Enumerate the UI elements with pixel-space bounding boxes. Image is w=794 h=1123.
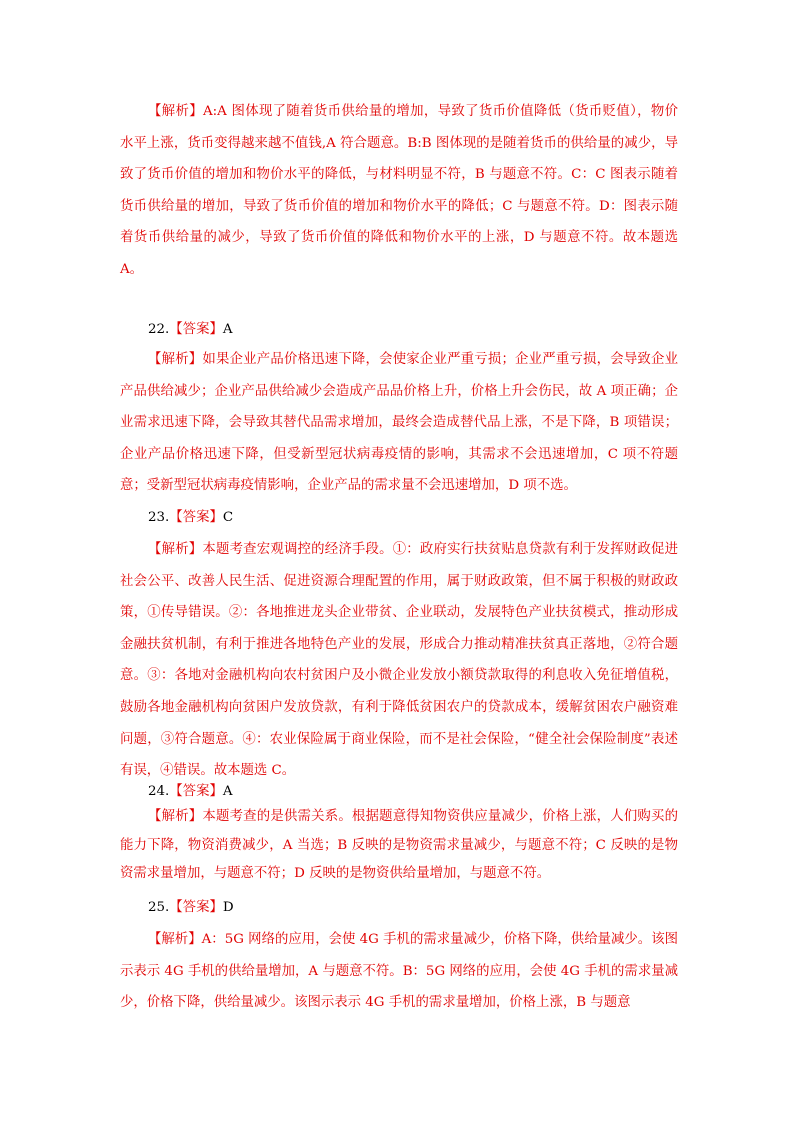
analysis-paragraph-22: 【解析】如果企业产品价格迅速下降，会使家企业严重亏损；企业严重亏损，会导致企业产品供给减少；企业产品供给减少会造成产品品价格上升，价格上升会伤民，故 A 项正确；企业需求迅速下降，会导致其替代品需求增加，最终会造成替代品上涨，不是下降，B 项错误；企业产品价格迅速下降，但受新型冠状病毒疫情的影响，其需求不会迅速增加，C 项不符题意；受新型冠状病毒疫情影响，企业产品的需求量不会迅速增加，D 项不选。 [120, 352, 678, 494]
analysis-paragraph-21: 【解析】A:A 图体现了随着货币供给量的增加，导致了货币价值降低（货币贬值），物价水平上涨，货币变得越来越不值钱,A 符合题意。B:B 图体现的是随着货币的供给量的减少，导致了货币价值的增加和物价水平的降低，与材料明显不符，B 与题意不符。C：C 图表示随着货币供给量的增加，导致了货币价值的增加和物价水平的降低；C 与题意不符。D：图表示随着货币供给量的减少，导致了货币价值的降低和物价水平的上涨，D 与题意不符。故本题选 A。 [120, 104, 678, 277]
answer-label: 【答案】 [169, 784, 223, 799]
question-number: 25. [148, 900, 170, 915]
analysis-paragraph-23: 【解析】本题考查宏观调控的经济手段。①：政府实行扶贫贴息贷款有利于发挥财政促进社会公平、改善人民生活、促进资源合理配置的作用，属于财政政策，但不属于积极的财政政策，①传导错误。②：各地推进龙头企业带贫、企业联动，发展特色产业扶贫模式，推动形成金融扶贫机制，有利于推进各地特色产业的发展，形成合力推动精准扶贫真正落地，②符合题意。③：各地对金融机构向农村贫困户及小微企业发放小额贷款取得的利息收入免征增值税，鼓励各地金融机构向贫困户发放贷款，有利于降低贫困农户的贷款成本，缓解贫困农户融资难问题，③符合题意。④：农业保险属于商业保险，而不是社会保险，“健全社会保险制度”表述有误，④错误。故本题选 C。 [120, 542, 678, 779]
answer-value: C [222, 510, 234, 525]
answer-value: A [222, 322, 233, 337]
answer-line-22 [148, 318, 233, 342]
analysis-paragraph-25: 【解析】A：5G 网络的应用，会使 4G 手机的需求量减少，价格下降，供给量减少。该图示表示 4G 手机的供给量增加，A 与题意不符。B：5G 网络的应用，会使 4G 手机的需求量减少，价格下降，供给量减少。该图示表示 4G 手机的需求量增加，价格上涨，B 与题意 [120, 932, 678, 1011]
answer-line-24 [148, 780, 233, 804]
answer-label: 【答案】 [169, 900, 223, 915]
answer-line-25 [148, 896, 234, 920]
question-number: 24. [148, 784, 170, 799]
question-number: 23. [148, 510, 170, 525]
answer-label: 【答案】 [169, 510, 223, 525]
question-number: 22. [148, 322, 170, 337]
answer-label: 【答案】 [169, 322, 223, 337]
answer-value: A [222, 784, 233, 799]
analysis-paragraph-24: 【解析】本题考查的是供需关系。根据题意得知物资供应量减少，价格上涨，人们购买的能力下降，物资消费减少，A 当选；B 反映的是物资需求量减少，与题意不符；C 反映的是物资需求量增加，与题意不符；D 反映的是物资供给量增加，与题意不符。 [120, 809, 678, 882]
answer-line-23 [148, 506, 233, 530]
answer-value: D [222, 900, 234, 915]
